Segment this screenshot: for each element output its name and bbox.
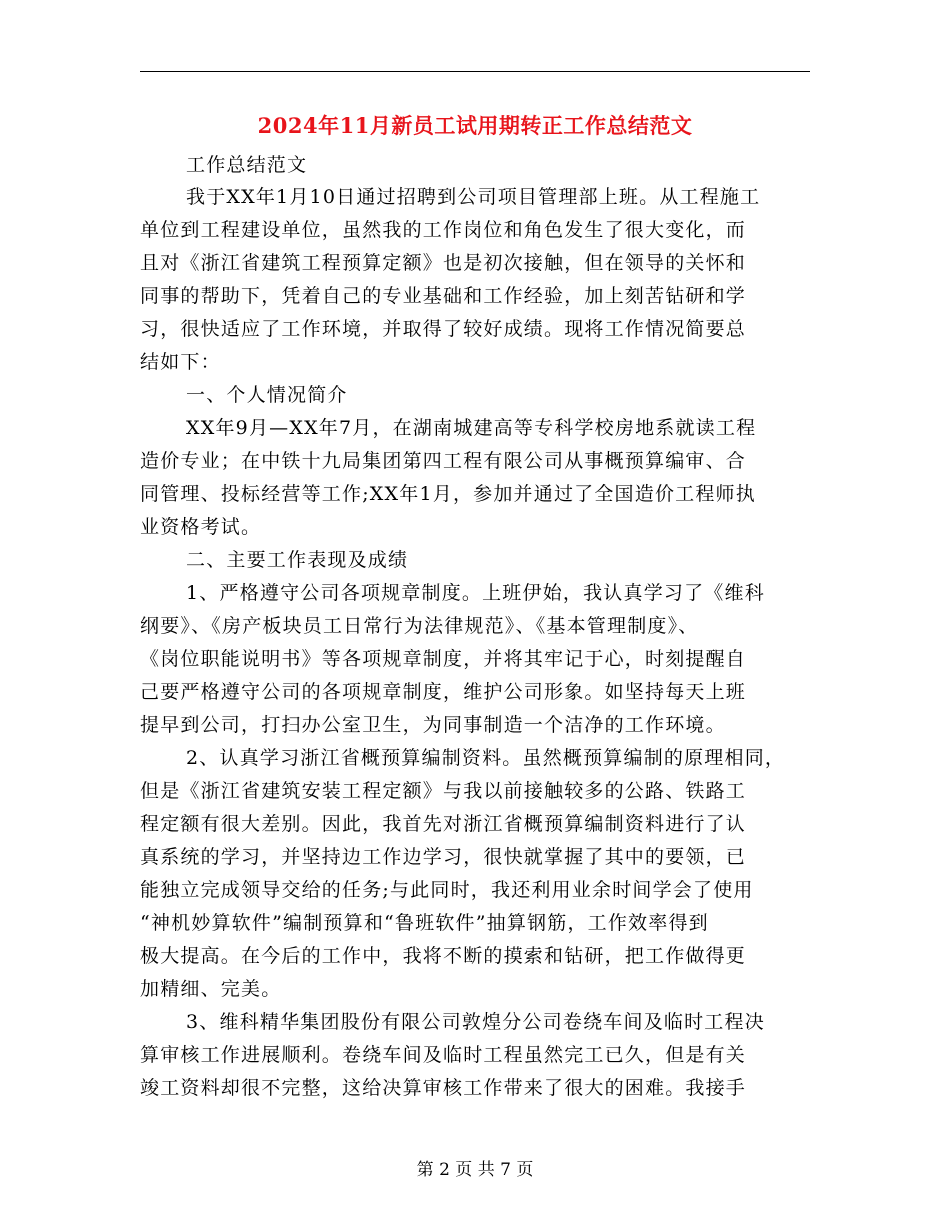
text-line: XX年9月—XX年7月，在湖南城建高等专科学校房地系就读工程 — [186, 417, 757, 439]
text-line: 业资格考试。 — [140, 516, 262, 538]
text-line: 竣工资料却很不完整，这给决算审核工作带来了很大的困难。我接手 — [140, 1077, 747, 1099]
text-line: 造价专业；在中铁十九局集团第四工程有限公司从事概预算编审、合 — [140, 450, 747, 472]
text-line: 一、个人情况简介 — [186, 384, 348, 406]
text-line: 提早到公司，打扫办公室卫生，为同事制造一个洁净的工作环境。 — [140, 714, 726, 736]
text-line: 同事的帮助下，凭着自己的专业基础和工作经验，加上刻苦钻研和学 — [140, 285, 747, 307]
text-line: 2、认真学习浙江省概预算编制资料。虽然概预算编制的原理相同， — [186, 747, 786, 769]
text-line: “神机妙算软件”编制预算和“鲁班软件”抽算钢筋，工作效率得到 — [140, 912, 709, 934]
text-line: 极大提高。在今后的工作中，我将不断的摸索和钻研，把工作做得更 — [140, 945, 747, 967]
text-line: 工作总结范文 — [186, 154, 308, 176]
text-line: 真系统的学习，并坚持边工作边学习，很快就掌握了其中的要领，已 — [140, 846, 747, 868]
text-line: 习，很快适应了工作环境，并取得了较好成绩。现将工作情况简要总 — [140, 318, 747, 340]
header-rule — [140, 71, 810, 72]
text-line: 同管理、投标经营等工作;XX年1月，参加并通过了全国造价工程师执 — [140, 483, 756, 505]
text-line: 程定额有很大差别。因此，我首先对浙江省概预算编制资料进行了认 — [140, 813, 747, 835]
text-line: 二、主要工作表现及成绩 — [186, 549, 409, 571]
text-line: 且对《浙江省建筑工程预算定额》也是初次接触，但在领导的关怀和 — [140, 252, 747, 274]
text-line: 加精细、完美。 — [140, 978, 282, 1000]
text-line: 3、维科精华集团股份有限公司敦煌分公司卷绕车间及临时工程决 — [186, 1011, 765, 1033]
text-line: 纲要》、《房产板块员工日常行为法律规范》、《基本管理制度》、 — [140, 615, 699, 637]
page-number-footer: 第 2 页 共 7 页 — [416, 1160, 534, 1180]
text-line: 单位到工程建设单位，虽然我的工作岗位和角色发生了很大变化，而 — [140, 219, 747, 241]
text-line: 结如下： — [140, 351, 221, 373]
text-line: 1、严格遵守公司各项规章制度。上班伊始，我认真学习了《维科 — [186, 582, 765, 604]
text-line: 我于XX年1月10日通过招聘到公司项目管理部上班。从工程施工 — [186, 186, 761, 208]
text-line: 《岗位职能说明书》等各项规章制度，并将其牢记于心，时刻提醒自 — [140, 648, 747, 670]
text-line: 算审核工作进展顺利。卷绕车间及临时工程虽然完工已久，但是有关 — [140, 1044, 747, 1066]
text-line: 但是《浙江省建筑安装工程定额》与我以前接触较多的公路、铁路工 — [140, 780, 747, 802]
document-title: 2024年11月新员工试用期转正工作总结范文 — [257, 113, 693, 138]
text-line: 己要严格遵守公司的各项规章制度，维护公司形象。如坚持每天上班 — [140, 681, 747, 703]
text-line: 能独立完成领导交给的任务;与此同时，我还利用业余时间学会了使用 — [140, 879, 754, 901]
